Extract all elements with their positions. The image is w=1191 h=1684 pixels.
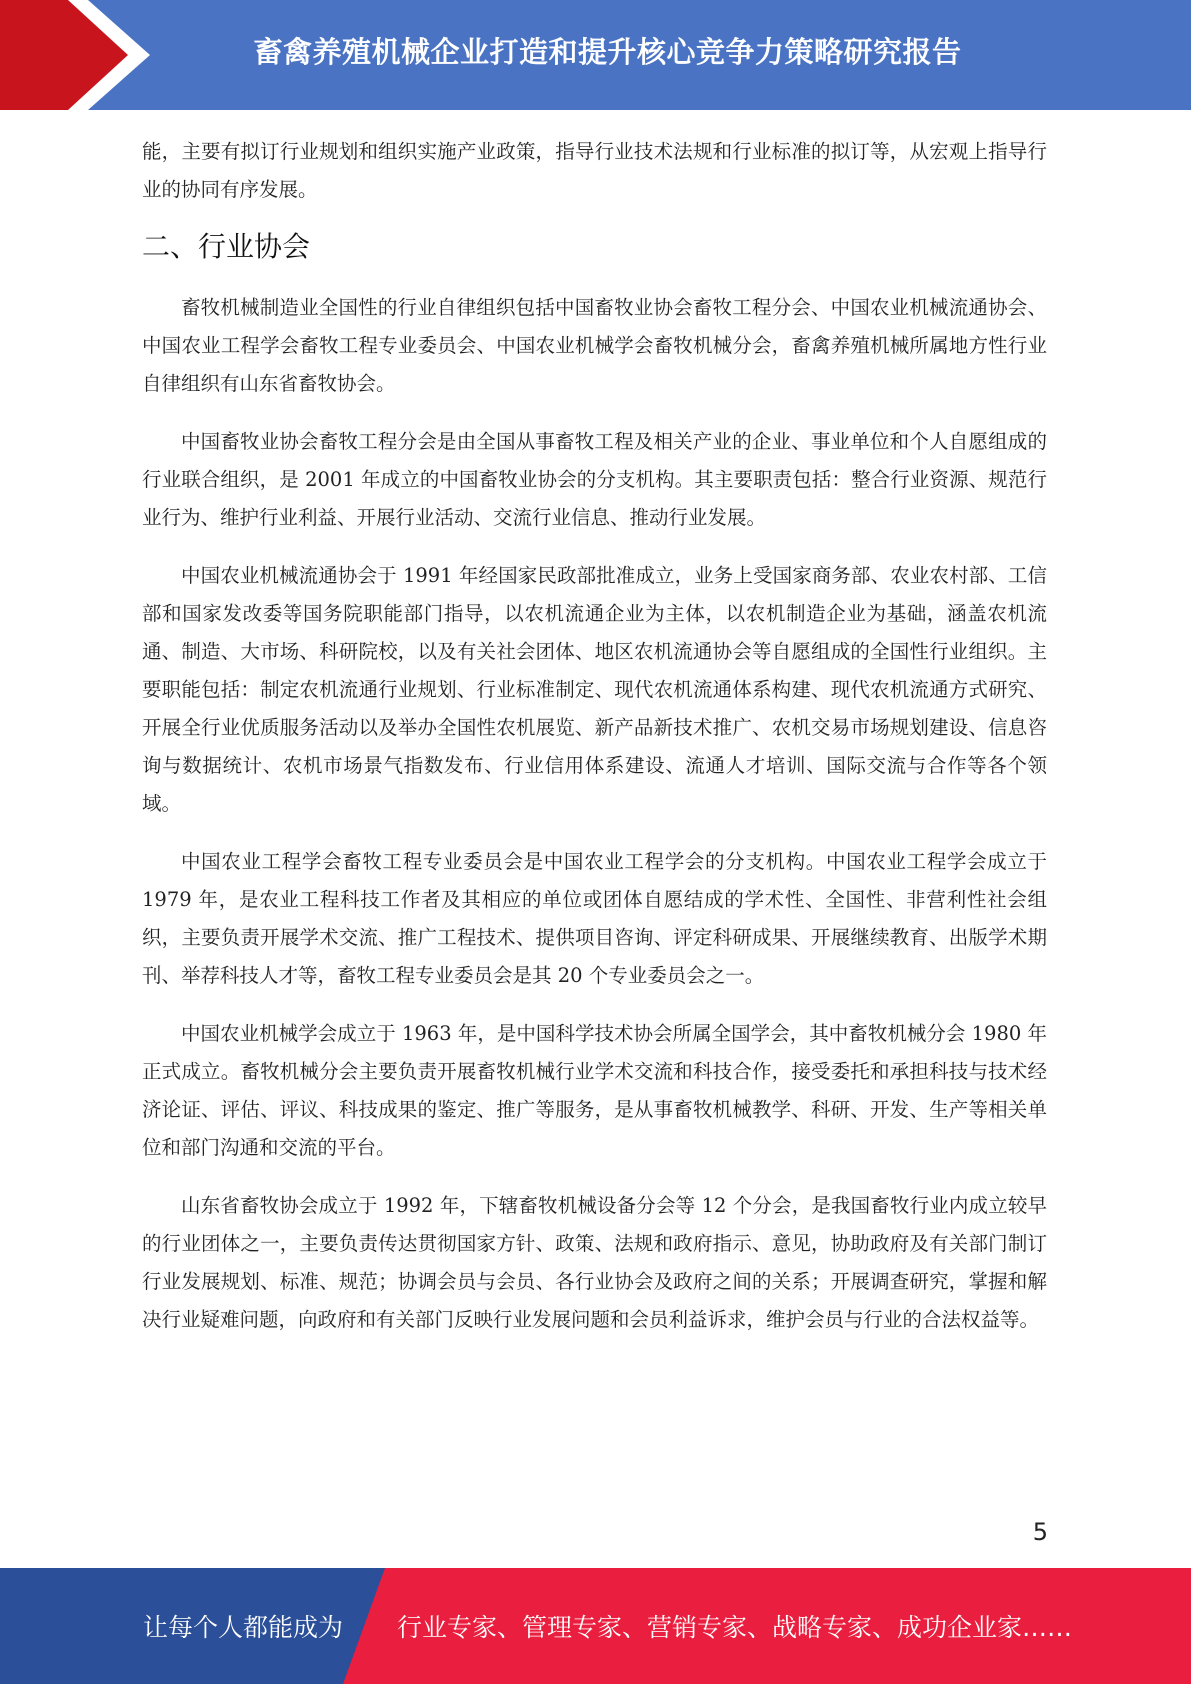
footer-slogan-right: 行业专家、管理专家、营销专家、战略专家、成功企业家……	[397, 1613, 1073, 1642]
paragraph-livestock-engineering-branch: 中国畜牧业协会畜牧工程分会是由全国从事畜牧工程及相关产业的企业、事业单位和个人自愿组成的行业联合组织，是 2001 年成立的中国畜牧业协会的分支机构。其主要职责包括：整合行业资源、规范行业行为、维护行业利益、开展行业活动、交流行业信息、推动行业发展。	[142, 430, 1047, 529]
intro-paragraph: 能，主要有拟订行业规划和组织实施产业政策，指导行业技术法规和行业标准的拟订等，从宏观上指导行业的协同有序发展。	[142, 140, 1047, 201]
document-body	[142, 133, 1047, 1339]
paragraph-agricultural-machinery-society: 中国农业机械学会成立于 1963 年，是中国科学技术协会所属全国学会，其中畜牧机械分会 1980 年正式成立。畜牧机械分会主要负责开展畜牧机械行业学术交流和科技合作，接受委托和承担科技与技术经济论证、评估、评议、科技成果的鉴定、推广等服务，是从事畜牧机械教学、科研、开发、生产等相关单位和部门沟通和交流的平台。	[142, 1022, 1047, 1159]
footer-slogan-left: 让每个人都能成为	[143, 1613, 344, 1642]
report-title: 畜禽养殖机械企业打造和提升核心竞争力策略研究报告	[253, 34, 962, 69]
section-heading: 二、行业协会	[142, 230, 311, 263]
paragraph-shandong-association: 山东省畜牧协会成立于 1992 年，下辖畜牧机械设备分会等 12 个分会，是我国畜牧行业内成立较早的行业团体之一，主要负责传达贯彻国家方针、政策、法规和政府指示、意见，协助政府及有关部门制订行业发展规划、标准、规范；协调会员与会员、各行业协会及政府之间的关系；开展调查研究，掌握和解决行业疑难问题，向政府和有关部门反映行业发展问题和会员利益诉求，维护会员与行业的合法权益等。	[142, 1194, 1047, 1331]
header-banner	[0, 0, 1191, 110]
page-number: 5	[1032, 1518, 1048, 1546]
paragraph-agricultural-engineering-society: 中国农业工程学会畜牧工程专业委员会是中国农业工程学会的分支机构。中国农业工程学会成立于 1979 年，是农业工程科技工作者及其相应的单位或团体自愿结成的学术性、全国性、非营利性社会组织，主要负责开展学术交流、推广工程技术、提供项目咨询、评定科研成果、开展继续教育、出版学术期刊、举荐科技人才等，畜牧工程专业委员会是其 20 个专业委员会之一。	[142, 850, 1047, 987]
paragraph-industry-orgs: 畜牧机械制造业全国性的行业自律组织包括中国畜牧业协会畜牧工程分会、中国农业机械流通协会、中国农业工程学会畜牧工程专业委员会、中国农业机械学会畜牧机械分会，畜禽养殖机械所属地方性行业自律组织有山东省畜牧协会。	[142, 296, 1047, 395]
paragraph-farm-machinery-distribution: 中国农业机械流通协会于 1991 年经国家民政部批准成立，业务上受国家商务部、农业农村部、工信部和国家发改委等国务院职能部门指导，以农机流通企业为主体，以农机制造企业为基础，涵盖农机流通、制造、大市场、科研院校，以及有关社会团体、地区农机流通协会等自愿组成的全国性行业组织。主要职能包括：制定农机流通行业规划、行业标准制定、现代农机流通体系构建、现代农机流通方式研究、开展全行业优质服务活动以及举办全国性农机展览、新产品新技术推广、农机交易市场规划建设、信息咨询与数据统计、农机市场景气指数发布、行业信用体系建设、流通人才培训、国际交流与合作等各个领域。	[142, 564, 1047, 815]
footer-banner	[0, 1568, 1191, 1684]
